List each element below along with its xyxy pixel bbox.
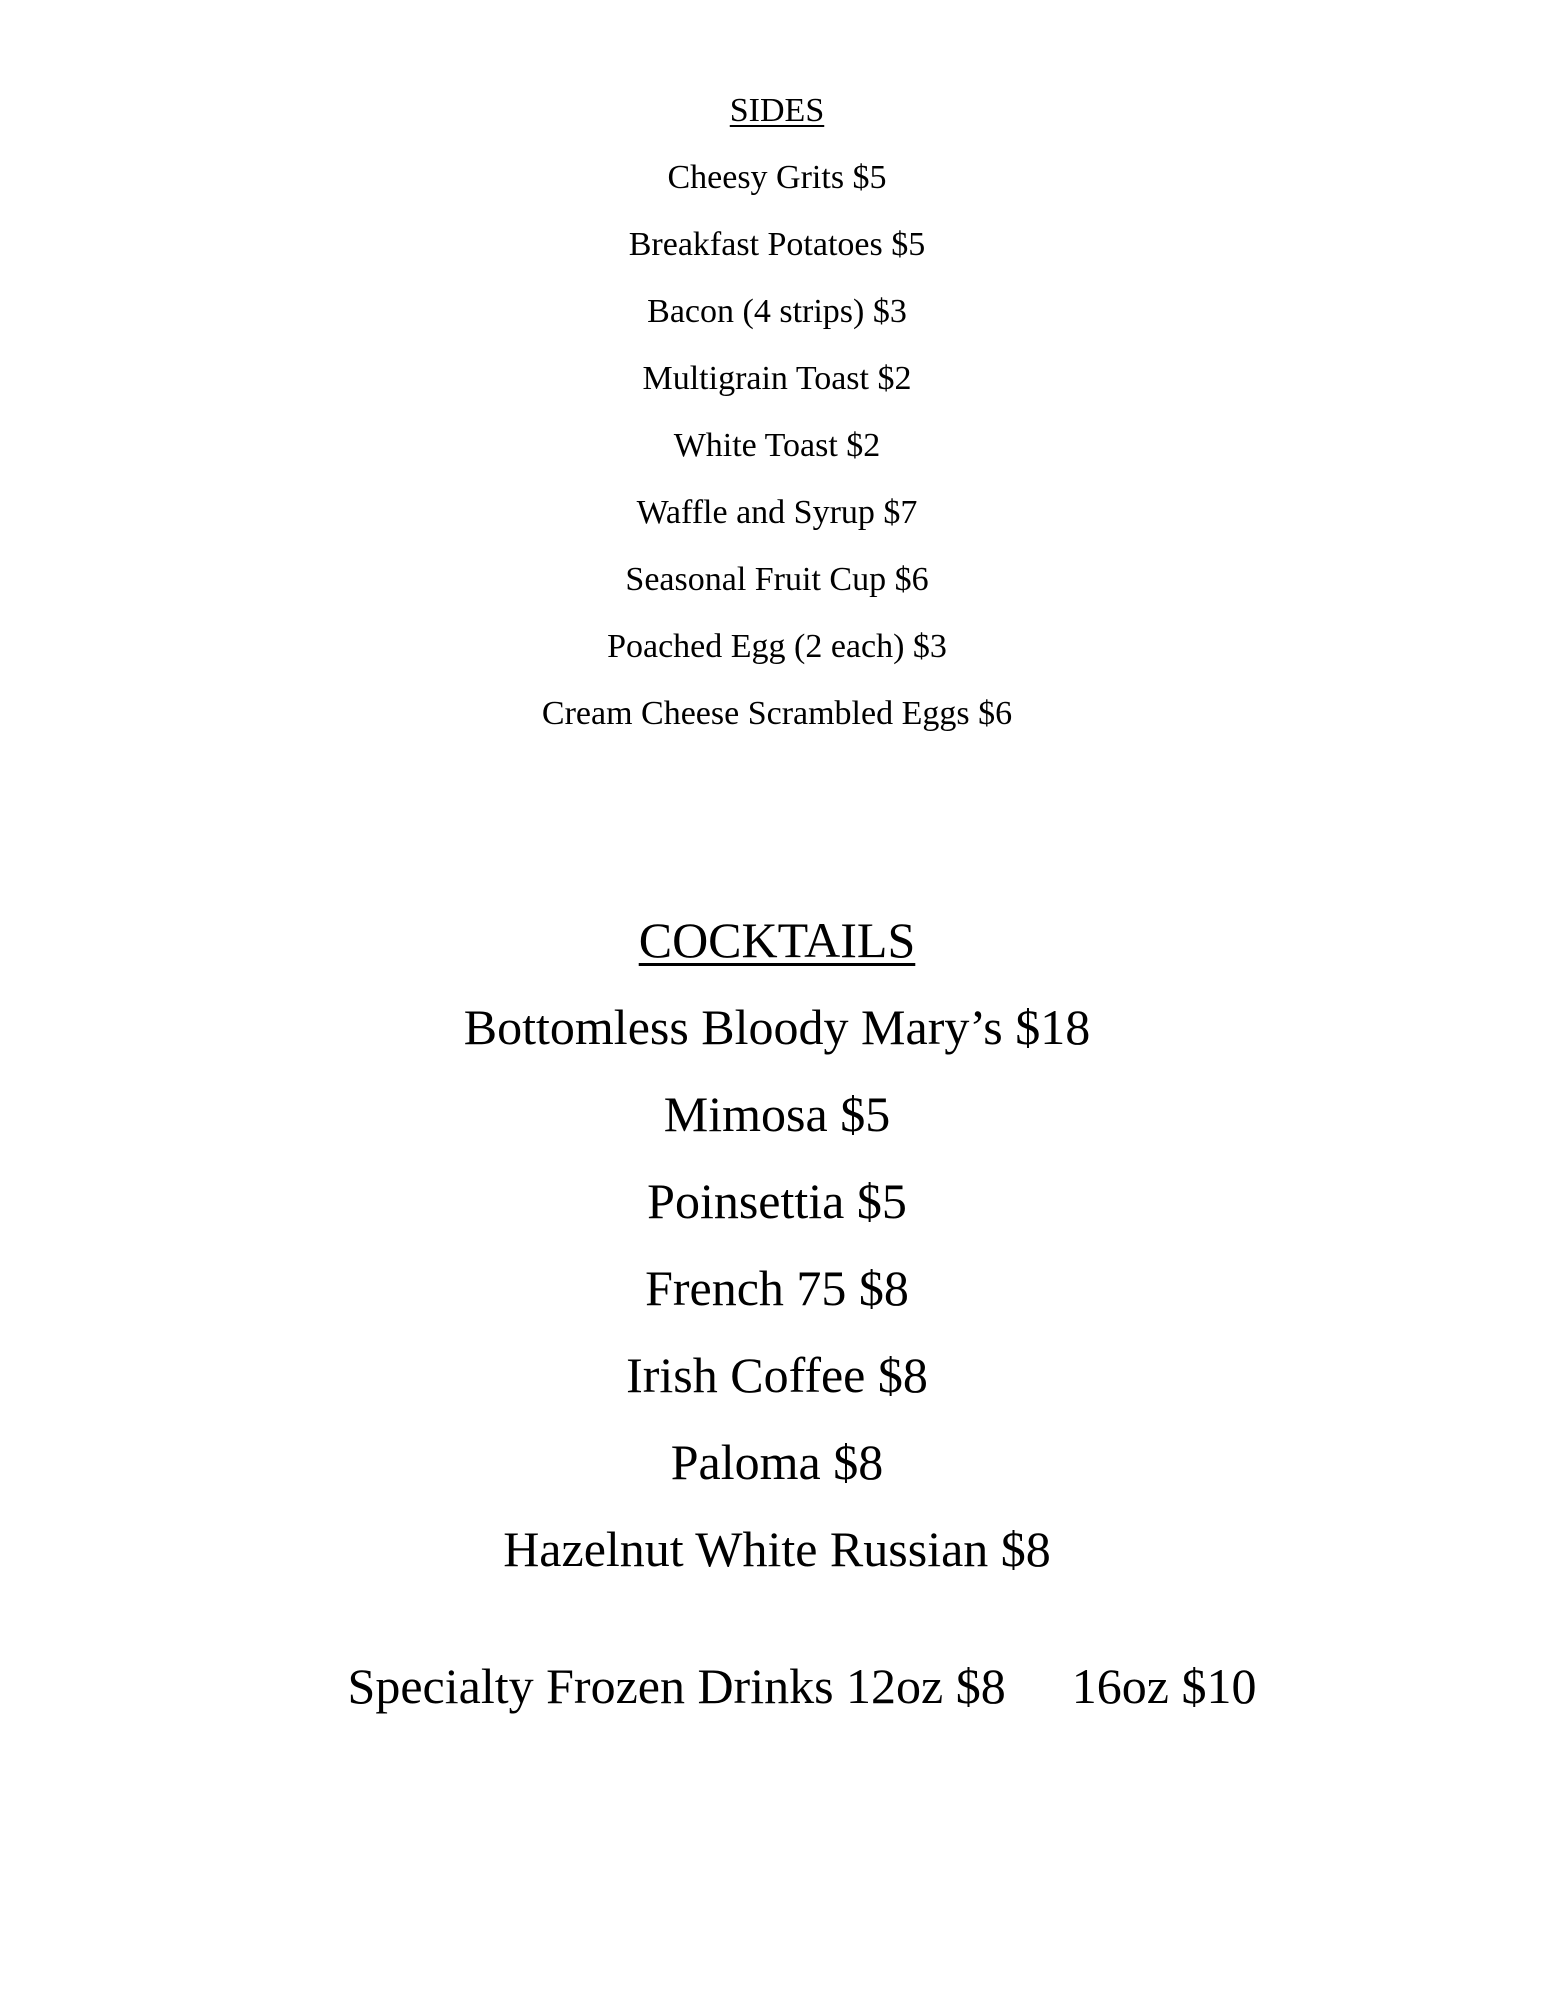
sides-item: Waffle and Syrup $7 (636, 494, 918, 531)
frozen-drinks-12oz: Specialty Frozen Drinks 12oz $8 (347, 1658, 1006, 1714)
sides-item: Cheesy Grits $5 (667, 159, 887, 196)
cocktail-item: Irish Coffee $8 (626, 1347, 928, 1403)
sides-heading: SIDES (729, 92, 825, 129)
cocktail-item: French 75 $8 (645, 1260, 909, 1316)
sides-item: Breakfast Potatoes $5 (628, 226, 926, 263)
sides-item: White Toast $2 (673, 427, 881, 464)
frozen-drinks-16oz: 16oz $10 (1071, 1658, 1257, 1714)
cocktail-item: Paloma $8 (670, 1434, 884, 1490)
sides-item: Cream Cheese Scrambled Eggs $6 (541, 695, 1013, 732)
cocktail-item: Mimosa $5 (663, 1086, 891, 1142)
cocktails-heading: COCKTAILS (638, 912, 916, 968)
cocktail-item: Hazelnut White Russian $8 (503, 1521, 1051, 1577)
sides-item: Multigrain Toast $2 (642, 360, 912, 397)
sides-item: Poached Egg (2 each) $3 (607, 628, 947, 665)
sides-item: Seasonal Fruit Cup $6 (625, 561, 929, 598)
sides-item: Bacon (4 strips) $3 (647, 293, 907, 330)
cocktail-item: Bottomless Bloody Mary’s $18 (463, 999, 1091, 1055)
cocktail-item: Poinsettia $5 (647, 1173, 907, 1229)
frozen-drinks-line (0, 1611, 1554, 1761)
